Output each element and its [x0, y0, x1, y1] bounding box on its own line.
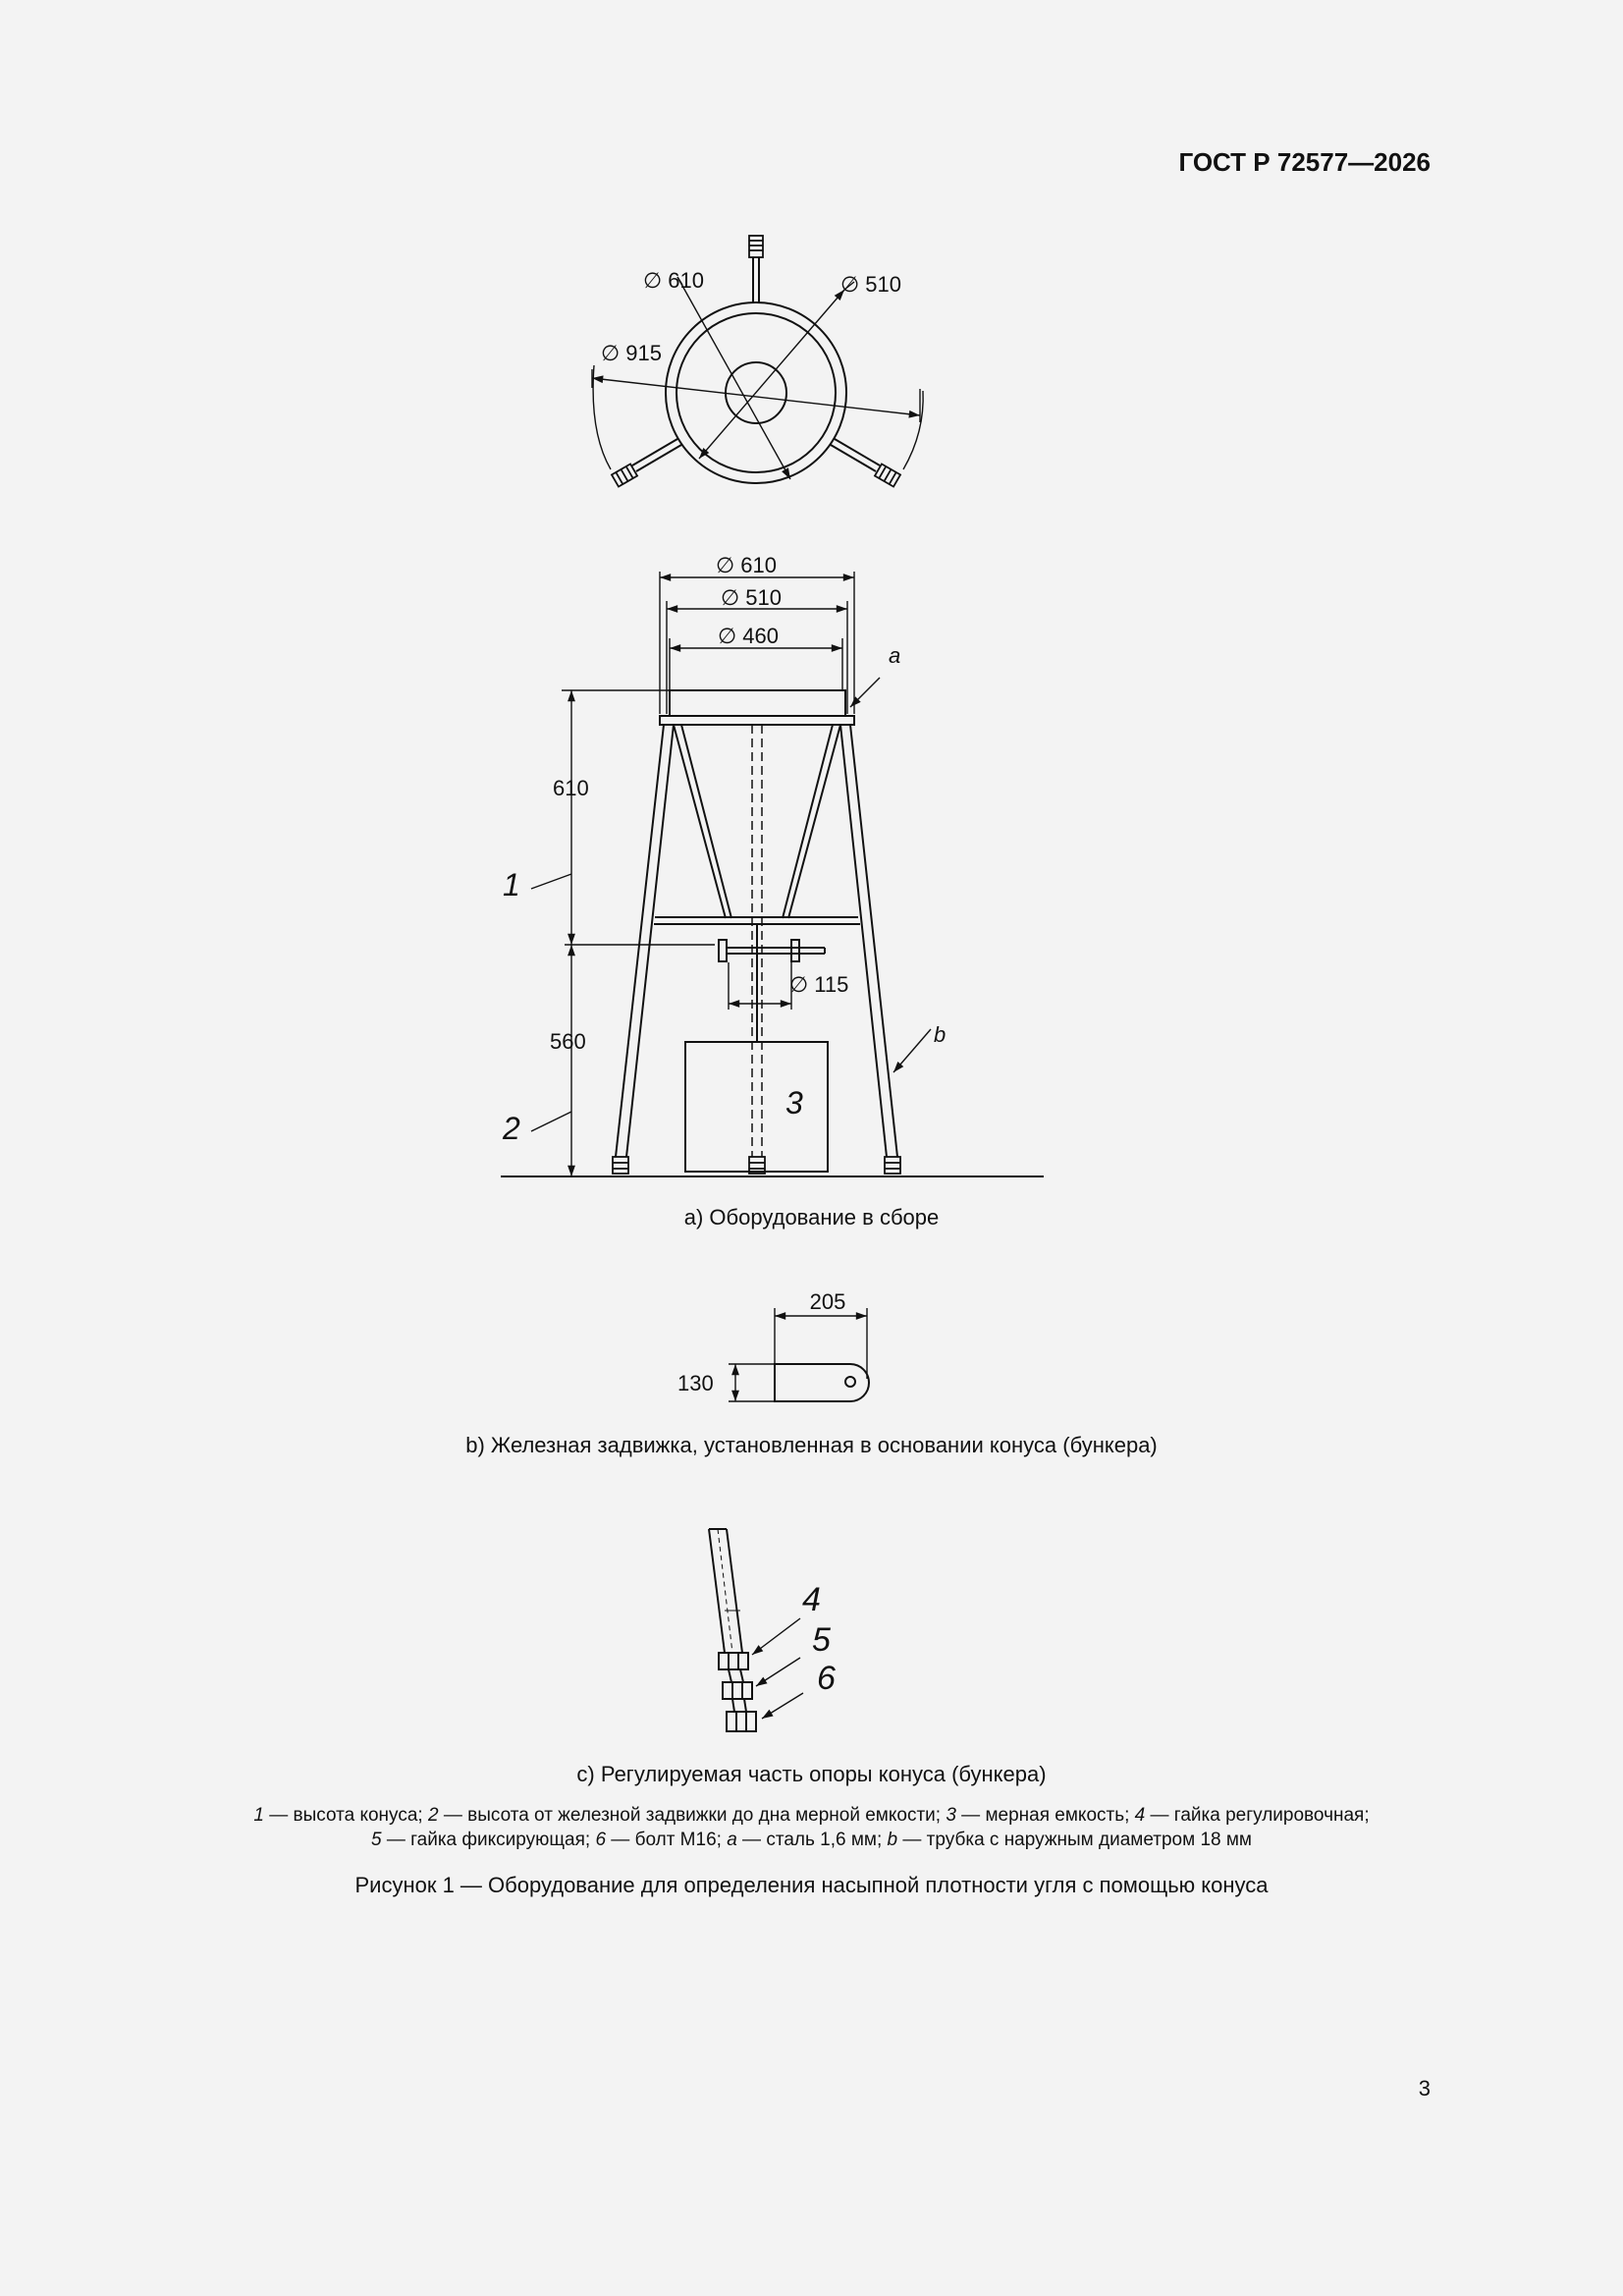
caption-b: b) Железная задвижка, установленная в основании конуса (бункера) — [465, 1433, 1158, 1457]
dim-d510: ∅ 510 — [721, 585, 782, 610]
measuring-container — [685, 1042, 828, 1172]
dim-d610-top: ∅ 610 — [643, 268, 704, 293]
mark-b: b — [934, 1022, 947, 1047]
label-6: 6 — [817, 1660, 836, 1697]
bolt-head-6 — [727, 1712, 756, 1731]
figure-title: Рисунок 1 — Оборудование для определения насыпной плотности угля с помощью конуса — [354, 1873, 1269, 1897]
dim-d610: ∅ 610 — [716, 553, 777, 577]
dim-d915-top: ∅ 915 — [601, 341, 662, 365]
nut-5 — [723, 1682, 752, 1699]
slide-gate — [719, 940, 825, 961]
caption-c: c) Регулируемая часть опоры конуса (бункера) — [576, 1762, 1047, 1786]
top-dimensions — [592, 277, 923, 479]
nut-4 — [719, 1653, 748, 1669]
dim-h610: 610 — [553, 776, 589, 800]
legend-line-2: 5 — гайка фиксирующая; 6 — болт М16; a — сталь 1,6 мм; b — трубка с наружным диаметром 18 мм — [370, 1830, 1252, 1850]
assembly-view — [501, 553, 1044, 1176]
d115-dimension — [729, 962, 791, 1010]
dim-130: 130 — [677, 1371, 714, 1395]
top-view — [592, 236, 923, 487]
hopper-top-plate — [660, 716, 854, 725]
label-5: 5 — [812, 1621, 831, 1659]
slide-gate-detail — [677, 1289, 869, 1401]
label-1: 1 — [503, 867, 520, 902]
gate-hole — [845, 1377, 855, 1387]
cone — [674, 725, 840, 918]
leg-adjustment-detail — [709, 1529, 836, 1731]
dim-d460: ∅ 460 — [718, 624, 779, 648]
standard-number: ГОСТ Р 72577—2026 — [1178, 147, 1431, 177]
dim-d510-top: ∅ 510 — [840, 272, 901, 297]
caption-a: a) Оборудование в сборе — [683, 1205, 940, 1230]
label-4: 4 — [802, 1581, 821, 1618]
label-3: 3 — [785, 1085, 803, 1121]
hopper-rim — [670, 690, 845, 716]
figure-legend — [108, 1803, 1515, 1852]
legend-line-1: 1 — высота конуса; 2 — высота от железной задвижки до дна мерной емкости; 3 — мерная емкость; 4 — гайка регулировочная; — [253, 1805, 1370, 1826]
label-2: 2 — [503, 1111, 520, 1146]
dim-h560: 560 — [550, 1029, 586, 1054]
page-number: 3 — [1418, 2076, 1431, 2101]
mark-a: a — [889, 643, 901, 668]
dim-d115: ∅ 115 — [789, 972, 849, 997]
dim-205: 205 — [809, 1289, 846, 1314]
